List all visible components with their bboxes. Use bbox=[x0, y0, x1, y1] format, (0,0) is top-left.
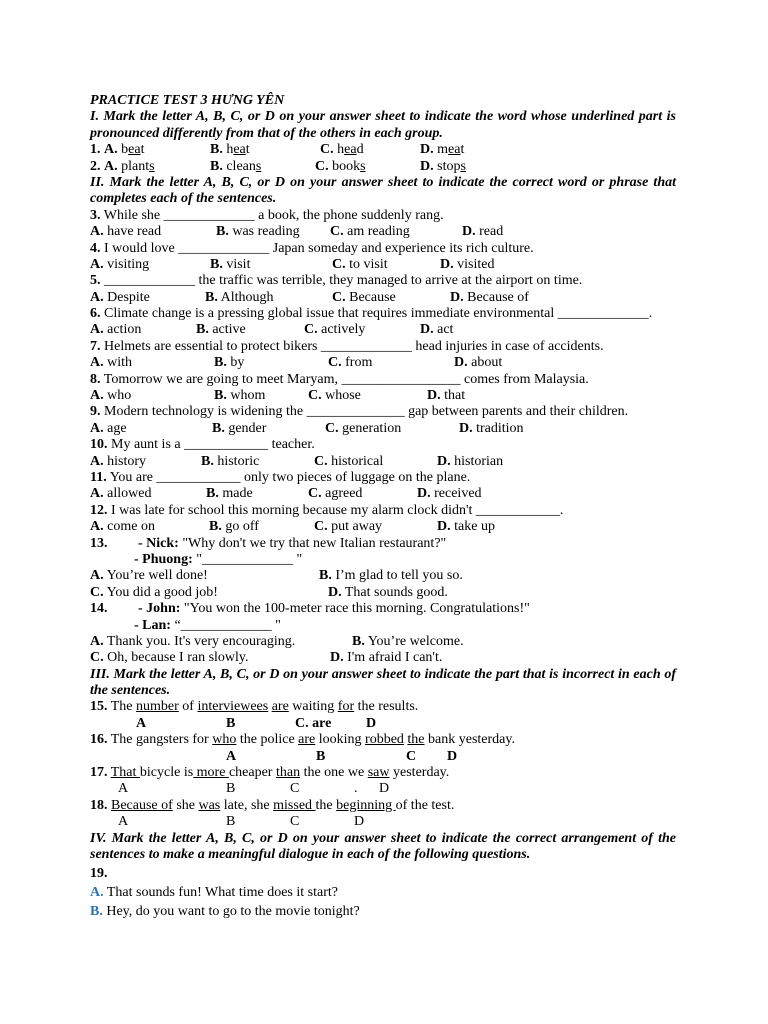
question-number: 7. bbox=[90, 338, 101, 354]
option-b: B. active bbox=[196, 322, 246, 338]
option-b: B. by bbox=[214, 355, 245, 371]
mcq-questions bbox=[90, 208, 676, 536]
question-number: 4. bbox=[90, 240, 101, 256]
mark-b: B bbox=[226, 814, 236, 830]
section-2-instruction-cont: completes each of the sentences. bbox=[90, 191, 277, 207]
question-options bbox=[90, 454, 676, 470]
question-text: I was late for school this morning because my alarm clock didn't ____________. bbox=[107, 502, 564, 518]
question-options bbox=[90, 224, 676, 240]
question-13-options-2 bbox=[90, 585, 676, 601]
question-options bbox=[90, 355, 676, 371]
question-stem bbox=[90, 503, 676, 519]
question-options bbox=[90, 421, 676, 437]
option-d: D. about bbox=[454, 355, 503, 371]
mark-b: B bbox=[316, 748, 326, 764]
option-a: A. You’re well done! bbox=[90, 568, 208, 584]
option-c: C. books bbox=[315, 158, 366, 174]
mark-dot: . bbox=[354, 781, 358, 797]
option-b: B. historic bbox=[201, 453, 260, 469]
question-15: 15. The number of interviewees are waiting for the results. bbox=[90, 699, 419, 715]
option-d: D. tradition bbox=[459, 420, 524, 436]
option-c: C. am reading bbox=[330, 224, 410, 240]
mark-d: D bbox=[379, 781, 390, 797]
option-d: D. read bbox=[462, 224, 504, 240]
option-d: D. visited bbox=[440, 256, 495, 272]
question-17-marks bbox=[90, 781, 676, 797]
option-c: C. whose bbox=[308, 388, 361, 404]
section-4-instruction-cont: sentences to make a meaningful dialogue in each of the following questions. bbox=[90, 846, 531, 862]
question-13-options-1 bbox=[90, 568, 676, 584]
option-d: D. I'm afraid I can't. bbox=[330, 650, 443, 666]
question-stem bbox=[90, 339, 676, 355]
section-3-instruction-cont: the sentences. bbox=[90, 683, 171, 699]
question-number: 8. bbox=[90, 371, 101, 387]
mark-b: B bbox=[226, 715, 236, 731]
dialogue-line: - Lan: “_____________ " bbox=[134, 617, 281, 633]
option-d: D. meat bbox=[420, 142, 465, 158]
question-text: Helmets are essential to protect bikers _____________ head injuries in case of accidents. bbox=[100, 338, 604, 354]
question-options bbox=[90, 257, 676, 273]
mark-c: C. are bbox=[295, 715, 332, 731]
question-14-options-1 bbox=[90, 634, 676, 650]
option-c: C. agreed bbox=[308, 486, 363, 502]
question-stem bbox=[90, 404, 676, 420]
option-c: C. generation bbox=[325, 420, 402, 436]
option-c: C. put away bbox=[314, 519, 383, 535]
option-a: A. action bbox=[90, 322, 142, 338]
question-1 bbox=[90, 142, 676, 158]
option-b: B. I’m glad to tell you so. bbox=[319, 568, 463, 584]
question-stem bbox=[90, 208, 676, 224]
mark-d: D bbox=[366, 715, 377, 731]
section-1-instruction: I. Mark the letter A, B, C, or D on your answer sheet to indicate the word whose underlined part is bbox=[90, 109, 676, 125]
option-b: B. Although bbox=[205, 289, 274, 305]
option-b: B. whom bbox=[214, 388, 266, 404]
section-3-instruction: III. Mark the letter A, B, C, or D on your answer sheet to indicate the part that is incorrect in each of bbox=[90, 666, 676, 682]
question-14-options-2 bbox=[90, 650, 676, 666]
question-14-reply bbox=[90, 618, 676, 634]
option-a: A. Thank you. It's very encouraging. bbox=[90, 633, 296, 649]
option-c: C. head bbox=[320, 142, 364, 158]
question-17: 17. That bicycle is more cheaper than the one we saw yesterday. bbox=[90, 765, 450, 781]
mark-a: A bbox=[136, 715, 147, 731]
option-a: A. history bbox=[90, 453, 147, 469]
question-19-item-a: A. That sounds fun! What time does it start? bbox=[90, 884, 338, 900]
question-number: 5. bbox=[90, 273, 101, 289]
section-4-instruction: IV. Mark the letter A, B, C, or D on your answer sheet to indicate the correct arrangement of the bbox=[90, 830, 676, 846]
question-13 bbox=[90, 536, 676, 552]
option-c: C. Because bbox=[332, 289, 396, 305]
question-number: 9. bbox=[90, 404, 101, 420]
question-stem bbox=[90, 241, 676, 257]
option-a: A. beat bbox=[104, 142, 145, 158]
option-b: B. was reading bbox=[216, 224, 300, 240]
question-number: 14. bbox=[90, 601, 108, 617]
option-a: A. age bbox=[90, 420, 127, 436]
mark-c: C bbox=[290, 814, 300, 830]
dialogue-line: - John: "You won the 100-meter race this morning. Congratulations!" bbox=[138, 601, 530, 617]
question-15-marks bbox=[90, 716, 676, 732]
option-c: C. actively bbox=[304, 322, 366, 338]
mark-a: A bbox=[226, 748, 237, 764]
section-1-instruction-cont: pronounced differently from that of the others in each group. bbox=[90, 125, 443, 141]
option-b: B. visit bbox=[210, 256, 251, 272]
mark-d: D bbox=[447, 748, 458, 764]
option-d: D. stops bbox=[420, 158, 466, 174]
dialogue-line: - Nick: "Why don't we try that new Italian restaurant?" bbox=[138, 535, 447, 551]
question-text: You are ____________ only two pieces of luggage on the plane. bbox=[106, 469, 471, 485]
question-18: 18. Because of she was late, she missed the beginning of the test. bbox=[90, 797, 455, 813]
practice-test-page bbox=[90, 93, 676, 923]
question-number: 2. bbox=[90, 158, 101, 174]
question-text: I would love _____________ Japan someday and experience its rich culture. bbox=[100, 240, 534, 256]
option-b: B. gender bbox=[212, 420, 267, 436]
question-text: My aunt is a ____________ teacher. bbox=[107, 437, 315, 453]
question-2 bbox=[90, 159, 676, 175]
question-13-reply bbox=[90, 552, 676, 568]
mark-d: D bbox=[354, 814, 365, 830]
option-c: C. You did a good job! bbox=[90, 584, 218, 600]
mark-a: A bbox=[118, 781, 129, 797]
question-number: 11. bbox=[90, 469, 107, 485]
question-text: While she _____________ a book, the phone suddenly rang. bbox=[100, 207, 444, 223]
question-options bbox=[90, 322, 676, 338]
question-number: 13. bbox=[90, 535, 108, 551]
question-number: 10. bbox=[90, 437, 108, 453]
option-a: A. have read bbox=[90, 224, 162, 240]
mark-a: A bbox=[118, 814, 129, 830]
dialogue-line: - Phuong: "_____________ " bbox=[134, 551, 303, 567]
option-a: A. come on bbox=[90, 519, 155, 535]
option-b: B. heat bbox=[210, 142, 250, 158]
option-d: D. Because of bbox=[450, 289, 529, 305]
question-number: 3. bbox=[90, 207, 101, 223]
option-d: D. act bbox=[420, 322, 454, 338]
question-stem bbox=[90, 437, 676, 453]
question-19-item-b: B. Hey, do you want to go to the movie tonight? bbox=[90, 903, 360, 919]
question-text: Climate change is a pressing global issue that requires immediate environmental _____________. bbox=[100, 306, 653, 322]
option-a: A. Despite bbox=[90, 289, 150, 305]
page-title: PRACTICE TEST 3 HƯNG YÊN bbox=[90, 93, 285, 108]
option-b: B. made bbox=[206, 486, 253, 502]
option-a: A. with bbox=[90, 355, 133, 371]
question-text: Tomorrow we are going to meet Maryam, _________________ comes from Malaysia. bbox=[100, 371, 589, 387]
question-text: _____________ the traffic was terrible, they managed to arrive at the airport on time. bbox=[100, 273, 583, 289]
option-a: A. visiting bbox=[90, 256, 150, 272]
question-16: 16. The gangsters for who the police are looking robbed the bank yesterday. bbox=[90, 732, 515, 748]
option-c: C. from bbox=[328, 355, 373, 371]
option-a: A. allowed bbox=[90, 486, 152, 502]
question-stem bbox=[90, 372, 676, 388]
option-b: B. go off bbox=[209, 519, 259, 535]
option-c: C. to visit bbox=[332, 256, 388, 272]
question-stem bbox=[90, 306, 676, 322]
question-19-number: 19. bbox=[90, 865, 108, 881]
option-d: D. that bbox=[427, 388, 466, 404]
question-options bbox=[90, 290, 676, 306]
option-d: D. That sounds good. bbox=[328, 584, 448, 600]
question-number: 6. bbox=[90, 306, 101, 322]
option-c: C. historical bbox=[314, 453, 384, 469]
mark-c: C bbox=[290, 781, 300, 797]
option-d: D. received bbox=[417, 486, 482, 502]
question-number: 1. bbox=[90, 142, 101, 158]
mark-c: C bbox=[406, 748, 417, 764]
section-2-instruction: II. Mark the letter A, B, C, or D on your answer sheet to indicate the correct word or phrase that bbox=[90, 174, 676, 190]
mark-b: B bbox=[226, 781, 236, 797]
option-b: B. cleans bbox=[210, 158, 262, 174]
question-18-marks bbox=[90, 814, 676, 830]
question-number: 12. bbox=[90, 502, 108, 518]
option-a: A. who bbox=[90, 388, 132, 404]
question-16-marks bbox=[90, 749, 676, 765]
question-stem bbox=[90, 273, 676, 289]
option-c: C. Oh, because I ran slowly. bbox=[90, 650, 249, 666]
option-a: A. plants bbox=[104, 158, 155, 174]
question-stem bbox=[90, 470, 676, 486]
option-b: B. You’re welcome. bbox=[352, 633, 464, 649]
question-14 bbox=[90, 601, 676, 617]
question-text: Modern technology is widening the ______________ gap between parents and their children. bbox=[100, 404, 629, 420]
question-options bbox=[90, 388, 676, 404]
question-options bbox=[90, 486, 676, 502]
question-options bbox=[90, 519, 676, 535]
option-d: D. take up bbox=[437, 519, 495, 535]
option-d: D. historian bbox=[437, 453, 504, 469]
